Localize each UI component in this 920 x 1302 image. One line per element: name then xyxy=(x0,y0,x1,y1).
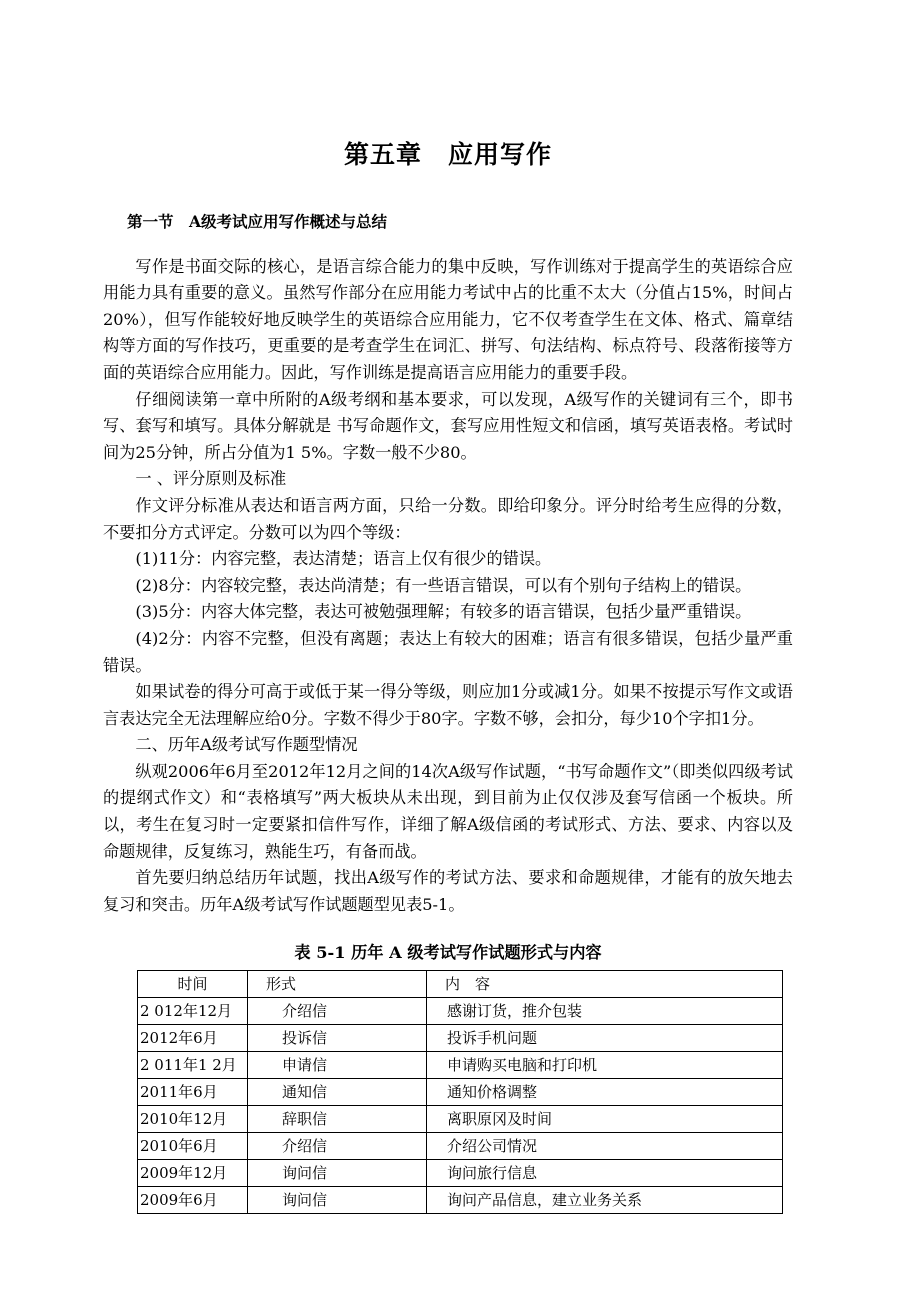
paragraph-scoring-desc: 作文评分标准从表达和语言两方面，只给一分数。即给印象分。评分时给考生应得的分数，不要扣分方式评定。分数可以为四个等级： xyxy=(103,495,793,542)
column-header-form: 形式 xyxy=(248,971,427,998)
scoring-level-11: (1)11分：内容完整，表达清楚；语言上仅有很少的错误。 xyxy=(135,549,552,569)
table-row xyxy=(138,1106,783,1133)
paragraph-keywords: 仔细阅读第一章中所附的A级考纲和基本要求，可以发现，A级写作的关键词有三个，即书写、套写和填写。具体分解就是 书写命题作文，套写应用性短文和信函，填写英语表格。考试时间为25分钟，所占分值为1 5%。字数一般不少80。 xyxy=(103,389,793,462)
cell-content: 感谢订货，推介包装 xyxy=(427,998,783,1025)
paragraph-history: 纵观2006年6月至2012年12月之间的14次A级写作试题，“书写命题作文”（即类似四级考试的提纲式作文）和“表格填写”两大板块从未出现，到目前为止仅仅涉及套写信函一个板块。所以，考生在复习时一定要紧扣信件写作，详细了解A级信函的考试形式、方法、要求、内容以及命题规律，反复练习，熟能生巧，有备而战。 xyxy=(103,761,793,861)
cell-form: 介绍信 xyxy=(248,998,427,1025)
table-body xyxy=(138,998,783,1214)
cell-time: 2 011年1 2月 xyxy=(138,1052,248,1079)
column-header-time: 时间 xyxy=(138,971,248,998)
subheading-history: 二、历年A级考试写作题型情况 xyxy=(135,735,358,755)
scoring-level-8: (2)8分：内容较完整，表达尚清楚；有一些语言错误，可以有个别句子结构上的错误。 xyxy=(135,575,752,595)
table-row xyxy=(138,1187,783,1214)
table-caption: 表 5-1 历年 A 级考试写作试题形式与内容 xyxy=(294,943,602,963)
cell-content: 离职原冈及时间 xyxy=(427,1106,783,1133)
column-header-content: 内 容 xyxy=(427,971,783,998)
cell-content: 通知价格调整 xyxy=(427,1079,783,1106)
cell-time: 2009年6月 xyxy=(138,1187,248,1214)
cell-form: 询问信 xyxy=(248,1187,427,1214)
cell-content: 询问产品信息，建立业务关系 xyxy=(427,1187,783,1214)
table-row xyxy=(138,1025,783,1052)
paragraph-summary: 首先要归纳总结历年试题，找出A级写作的考试方法、要求和命题规律，才能有的放矢地去复习和突击。历年A级考试写作试题题型见表5-1。 xyxy=(103,868,793,914)
scoring-level-2: (4)2分：内容不完整，但没有离题；表达上有较大的困难；语言有很多错误，包括少量严重错误。 xyxy=(103,628,793,675)
cell-time: 2010年12月 xyxy=(138,1106,248,1133)
cell-content: 询问旅行信息 xyxy=(427,1160,783,1187)
page-content xyxy=(103,0,793,1214)
cell-form: 辞职信 xyxy=(248,1106,427,1133)
table-row xyxy=(138,998,783,1025)
cell-time: 2011年6月 xyxy=(138,1079,248,1106)
table-header-row xyxy=(138,971,783,998)
cell-form: 投诉信 xyxy=(248,1025,427,1052)
cell-time: 2012年6月 xyxy=(138,1025,248,1052)
scoring-level-5: (3)5分：内容大体完整，表达可被勉强理解；有较多的语言错误，包括少量严重错误。 xyxy=(135,602,752,622)
cell-time: 2 012年12月 xyxy=(138,998,248,1025)
cell-time: 2010年6月 xyxy=(138,1133,248,1160)
chapter-title: 第五章 应用写作 xyxy=(343,140,552,169)
cell-content: 介绍公司情况 xyxy=(427,1133,783,1160)
table-row xyxy=(138,1079,783,1106)
subheading-scoring: 一 、评分原则及标准 xyxy=(135,469,287,489)
table-container xyxy=(103,970,793,1214)
table-row xyxy=(138,1052,783,1079)
cell-form: 通知信 xyxy=(248,1079,427,1106)
exam-topics-table xyxy=(137,970,783,1214)
cell-form: 询问信 xyxy=(248,1160,427,1187)
cell-form: 介绍信 xyxy=(248,1133,427,1160)
table-row xyxy=(138,1160,783,1187)
paragraph-intro: 写作是书面交际的核心，是语言综合能力的集中反映，写作训练对于提高学生的英语综合应用能力具有重要的意义。虽然写作部分在应用能力考试中占的比重不太大（分值占15%，时间占20%），但写作能较好地反映学生的英语综合应用能力，它不仅考查学生在文体、格式、篇章结构等方面的写作技巧，更重要的是考查学生在词汇、拼写、句法结构、标点符号、段落衔接等方面的英语综合应用能力。因此，写作训练是提高语言应用能力的重要手段。 xyxy=(103,256,793,382)
paragraph-adjustment: 如果试卷的得分可高于或低于某一得分等级，则应加1分或减1分。如果不按提示写作文或语言表达完全无法理解应给0分。字数不得少于80字。字数不够，会扣分，每少10个字扣1分。 xyxy=(103,682,793,728)
cell-time: 2009年12月 xyxy=(138,1160,248,1187)
cell-form: 申请信 xyxy=(248,1052,427,1079)
table-row xyxy=(138,1133,783,1160)
cell-content: 投诉手机问题 xyxy=(427,1025,783,1052)
cell-content: 申请购买电脑和打印机 xyxy=(427,1052,783,1079)
section-heading: 第一节 A级考试应用写作概述与总结 xyxy=(127,212,388,231)
body-text xyxy=(103,232,793,919)
